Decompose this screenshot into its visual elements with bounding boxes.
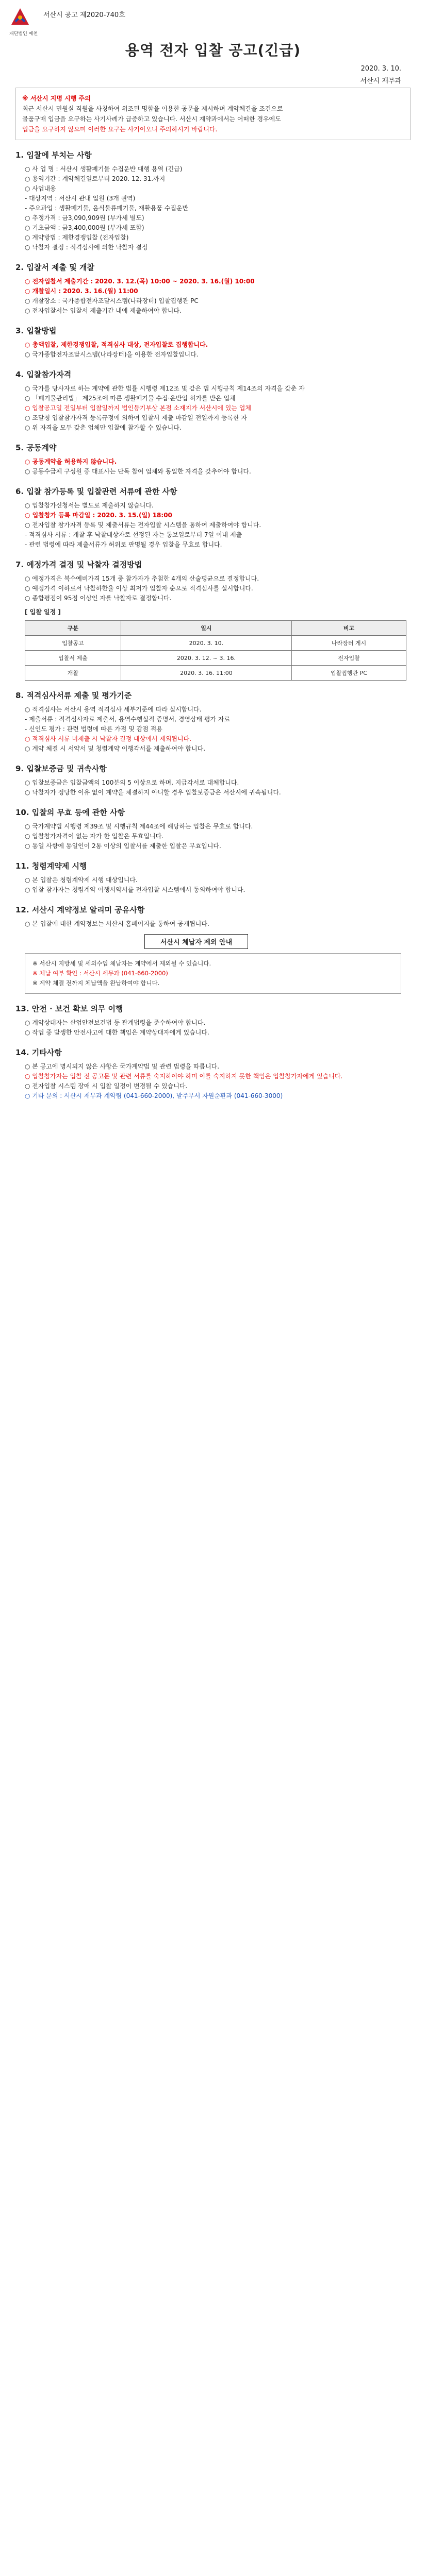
- section-line: ○ 입찰참가자는 입찰 전 공고문 및 관련 서류를 숙지하여야 하며 이를 숙지하지 못한 책임은 입찰참가자에게 있습니다.: [25, 1073, 343, 1080]
- issuer: 서산시 재무과: [360, 77, 401, 85]
- section-heading: 4. 입찰참가자격: [15, 370, 72, 379]
- table-cell: 2020. 3. 10.: [121, 636, 291, 651]
- section-line: ○ 본 공고에 명시되지 않은 사항은 국가계약법 및 관련 법령을 따릅니다.: [25, 1063, 220, 1070]
- notice-line: 최근 서산시 민원실 직원을 사칭하여 위조된 명함을 이용한 공문을 제시하며 계약체결을 조건으로: [22, 105, 283, 112]
- section-heading: 8. 적격심사서류 제출 및 평가기준: [15, 691, 132, 700]
- section-line: ○ 본 입찰은 청렴계약제 시행 대상입니다.: [25, 876, 138, 884]
- section-line: ○ 개찰장소 : 국가종합전자조달시스템(나라장터) 입찰집행관 PC: [25, 297, 199, 304]
- section-line: ○ 낙찰자 결정 : 적격심사에 의한 낙찰자 결정: [25, 244, 148, 251]
- schedule-caption: [ 입찰 일정 ]: [25, 608, 61, 616]
- schedule-table: [25, 620, 406, 681]
- seosan-logo-icon: [8, 6, 32, 32]
- fraud-notice-title: ※ 서산시 지명 시행 주의: [22, 95, 91, 102]
- table-cell: 2020. 3. 16. 11:00: [121, 666, 291, 681]
- table-cell: 입찰서 제출: [25, 651, 121, 666]
- table-header: 일시: [121, 621, 291, 636]
- header: [0, 0, 426, 36]
- section-line: ○ 위 자격을 모두 갖춘 업체만 입찰에 참가할 수 있습니다.: [25, 424, 182, 431]
- section-line: - 관련 법령에 따라 제출서류가 허위로 판명될 경우 입찰을 무효로 합니다.: [25, 541, 222, 548]
- section-6: [15, 486, 411, 550]
- section-heading: 13. 안전 · 보건 확보 의무 이행: [15, 1004, 123, 1013]
- section-14: [15, 1047, 411, 1101]
- section-8: [15, 690, 411, 754]
- section-1: [15, 149, 411, 252]
- notice-line: 물품구매 입금을 요구하는 사기사례가 급증하고 있습니다. 서산시 계약과에서는 어떠한 경우에도: [22, 115, 281, 123]
- section-line: ○ 국가종합전자조달시스템(나라장터)을 이용한 전자입찰입니다.: [25, 351, 199, 358]
- table-row: [25, 651, 406, 666]
- fraud-notice-box: [15, 88, 411, 140]
- section-line: ○ 입찰공고일 전일부터 입찰일까지 법인등기부상 본점 소재지가 서산시에 있는 업체: [25, 404, 251, 412]
- section-heading: 14. 기타사항: [15, 1048, 62, 1057]
- section-line: ○ 적격심사 서류 미제출 시 낙찰자 결정 대상에서 제외됩니다.: [25, 735, 192, 742]
- public-notice-number: 서산시 공고 제2020-740호: [43, 11, 125, 19]
- section-line: ○ 입찰참가신청서는 별도로 제출하지 않습니다.: [25, 502, 154, 509]
- section-line: ○ 본 입찰에 대한 계약정보는 서산시 홈페이지를 통하여 공개됩니다.: [25, 920, 209, 927]
- section-heading: 5. 공동계약: [15, 443, 57, 452]
- section-line: ○ 입찰참가 등록 마감일 : 2020. 3. 15.(일) 18:00: [25, 512, 172, 519]
- tax-notice-box: [25, 953, 401, 994]
- section-heading: 9. 입찰보증금 및 귀속사항: [15, 764, 107, 773]
- section-line: - 신인도 평가 : 관련 법령에 따른 가점 및 감점 적용: [25, 725, 162, 733]
- section-line: - 대상지역 : 서산시 관내 일원 (3개 권역): [25, 195, 136, 202]
- section-2: [15, 262, 411, 316]
- section-line: ○ 총액입찰, 제한경쟁입찰, 적격심사 대상, 전자입찰로 집행합니다.: [25, 341, 208, 348]
- section-line: ○ 작업 중 발생한 안전사고에 대한 책임은 계약상대자에게 있습니다.: [25, 1029, 209, 1036]
- section-line: - 제출서류 : 적격심사자료 제출서, 용역수행실적 증명서, 경영상태 평가 자료: [25, 716, 231, 723]
- section-heading: 3. 입찰방법: [15, 326, 57, 335]
- table-header: 비고: [291, 621, 406, 636]
- box-title: 서산시 체납자 제외 안내: [144, 934, 248, 949]
- section-line: ○ 국가계약법 시행령 제39조 및 시행규칙 제44조에 해당하는 입찰은 무효로 합니다.: [25, 823, 253, 830]
- section-heading: 12. 서산시 계약정보 알리미 공유사항: [15, 905, 145, 914]
- section-heading: 1. 입찰에 부치는 사항: [15, 150, 92, 160]
- section-5: [15, 442, 411, 477]
- section-12: [15, 904, 411, 994]
- notice-date: 2020. 3. 10.: [361, 65, 401, 73]
- section-line: ○ 용역기간 : 계약체결일로부터 2020. 12. 31.까지: [25, 175, 166, 182]
- table-row: [25, 636, 406, 651]
- section-heading: 11. 청렴계약제 시행: [15, 861, 87, 871]
- section-line: ○ 「폐기물관리법」 제25조에 따른 생활폐기물 수집·운반업 허가를 받은 업체: [25, 395, 236, 402]
- page-title: 용역 전자 입찰 공고(긴급): [125, 42, 301, 59]
- section-line: ○ 기초금액 : 금3,400,000원 (부가세 포함): [25, 224, 144, 231]
- section-line: ○ 동일 사항에 동일인이 2통 이상의 입찰서를 제출한 입찰은 무효입니다.: [25, 842, 221, 850]
- table-cell: 나라장터 게시: [291, 636, 406, 651]
- notice-line: 입금을 요구하지 않으며 이러한 요구는 사기이오니 주의하시기 바랍니다.: [22, 126, 218, 133]
- section-7: [15, 559, 411, 681]
- section-heading: 2. 입찰서 제출 및 개찰: [15, 263, 94, 272]
- logo-text: 재단법인 예천: [9, 31, 38, 37]
- section-line: ○ 전자입찰서는 입찰서 제출기간 내에 제출하여야 합니다.: [25, 307, 182, 314]
- section-line: ○ 기타 문의 : 서산시 재무과 계약팀 (041-660-2000), 발주부서 자원순환과 (041-660-3000): [25, 1092, 283, 1099]
- section-line: ○ 입찰보증금은 입찰금액의 100분의 5 이상으로 하며, 지급각서로 대체합니다.: [25, 779, 239, 786]
- section-heading: 10. 입찰의 무효 등에 관한 사항: [15, 808, 125, 817]
- section-line: ○ 예정가격 이하로서 낙찰하한율 이상 최저가 입찰자 순으로 적격심사를 실시합니다.: [25, 585, 253, 592]
- section-line: ○ 공동계약을 허용하지 않습니다.: [25, 458, 117, 465]
- section-line: ○ 예정가격은 복수예비가격 15개 중 참가자가 추첨한 4개의 산술평균으로 결정합니다.: [25, 575, 259, 582]
- section-line: - 적격심사 서류 : 개찰 후 낙찰대상자로 선정된 자는 통보일로부터 7일 이내 제출: [25, 531, 242, 538]
- section-line: ○ 계약상대자는 산업안전보건법 등 관계법령을 준수하여야 합니다.: [25, 1019, 206, 1026]
- section-line: ○ 공동수급체 구성원 중 대표사는 단독 참여 업체와 동일한 자격을 갖추어야 합니다.: [25, 468, 251, 475]
- section-11: [15, 860, 411, 895]
- section-heading: 6. 입찰 참가등록 및 입찰관련 서류에 관한 사항: [15, 487, 177, 496]
- section-line: ○ 적격심사는 서산시 용역 적격심사 세부기준에 따라 실시합니다.: [25, 706, 202, 713]
- section-13: [15, 1003, 411, 1038]
- section-line: ○ 전자입찰 시스템 장애 시 입찰 일정이 변경될 수 있습니다.: [25, 1082, 188, 1090]
- table-cell: 2020. 3. 12. ~ 3. 16.: [121, 651, 291, 666]
- section-10: [15, 807, 411, 851]
- table-cell: 입찰집행관 PC: [291, 666, 406, 681]
- box-line: ※ 서산시 지방세 및 세외수입 체납자는 계약에서 제외될 수 있습니다.: [32, 960, 211, 967]
- section-heading: 7. 예정가격 결정 및 낙찰자 결정방법: [15, 560, 142, 569]
- section-line: ○ 사 업 명 : 서산시 생활폐기물 수집운반 대행 용역 (긴급): [25, 165, 183, 173]
- table-cell: 전자입찰: [291, 651, 406, 666]
- section-line: ○ 개찰일시 : 2020. 3. 16.(월) 11:00: [25, 287, 138, 295]
- section-line: ○ 전자입찰 참가자격 등록 및 제출서류는 전자입찰 시스템을 통하여 제출하여야 합니다.: [25, 521, 261, 529]
- box-line: ※ 체납 여부 확인 : 서산시 세무과 (041-660-2000): [32, 970, 168, 977]
- table-header: 구분: [25, 621, 121, 636]
- section-line: ○ 계약 체결 시 서약서 및 청렴계약 이행각서를 제출하여야 합니다.: [25, 745, 206, 752]
- section-line: - 주요과업 : 생활폐기물, 음식물류폐기물, 재활용품 수집운반: [25, 205, 189, 212]
- table-row: [25, 666, 406, 681]
- section-line: ○ 종합평점이 95점 이상인 자를 낙찰자로 결정합니다.: [25, 595, 172, 602]
- table-cell: 개찰: [25, 666, 121, 681]
- section-line: ○ 입찰 참가자는 청렴계약 이행서약서를 전자입찰 시스템에서 동의하여야 합니다.: [25, 886, 245, 893]
- box-line: ※ 계약 체결 전까지 체납액을 완납하여야 합니다.: [32, 979, 160, 987]
- section-line: ○ 추정가격 : 금3,090,909원 (부가세 별도): [25, 214, 144, 222]
- section-line: ○ 낙찰자가 정당한 이유 없이 계약을 체결하지 아니할 경우 입찰보증금은 서산시에 귀속됩니다.: [25, 789, 281, 796]
- table-cell: 입찰공고: [25, 636, 121, 651]
- section-line: ○ 입찰참가자격이 없는 자가 한 입찰은 무효입니다.: [25, 833, 164, 840]
- section-line: ○ 조달청 입찰참가자격 등록규정에 의하여 입찰서 제출 마감일 전일까지 등록한 자: [25, 414, 248, 421]
- section-3: [15, 325, 411, 360]
- section-line: ○ 사업내용: [25, 185, 56, 192]
- section-line: ○ 전자입찰서 제출기간 : 2020. 3. 12.(목) 10:00 ~ 2020. 3. 16.(월) 10:00: [25, 278, 255, 285]
- section-9: [15, 763, 411, 798]
- section-line: ○ 계약방법 : 제한경쟁입찰 (전자입찰): [25, 234, 129, 241]
- section-4: [15, 369, 411, 433]
- section-line: ○ 국가를 당사자로 하는 계약에 관한 법률 시행령 제12조 및 같은 법 시행규칙 제14조의 자격을 갖춘 자: [25, 385, 305, 392]
